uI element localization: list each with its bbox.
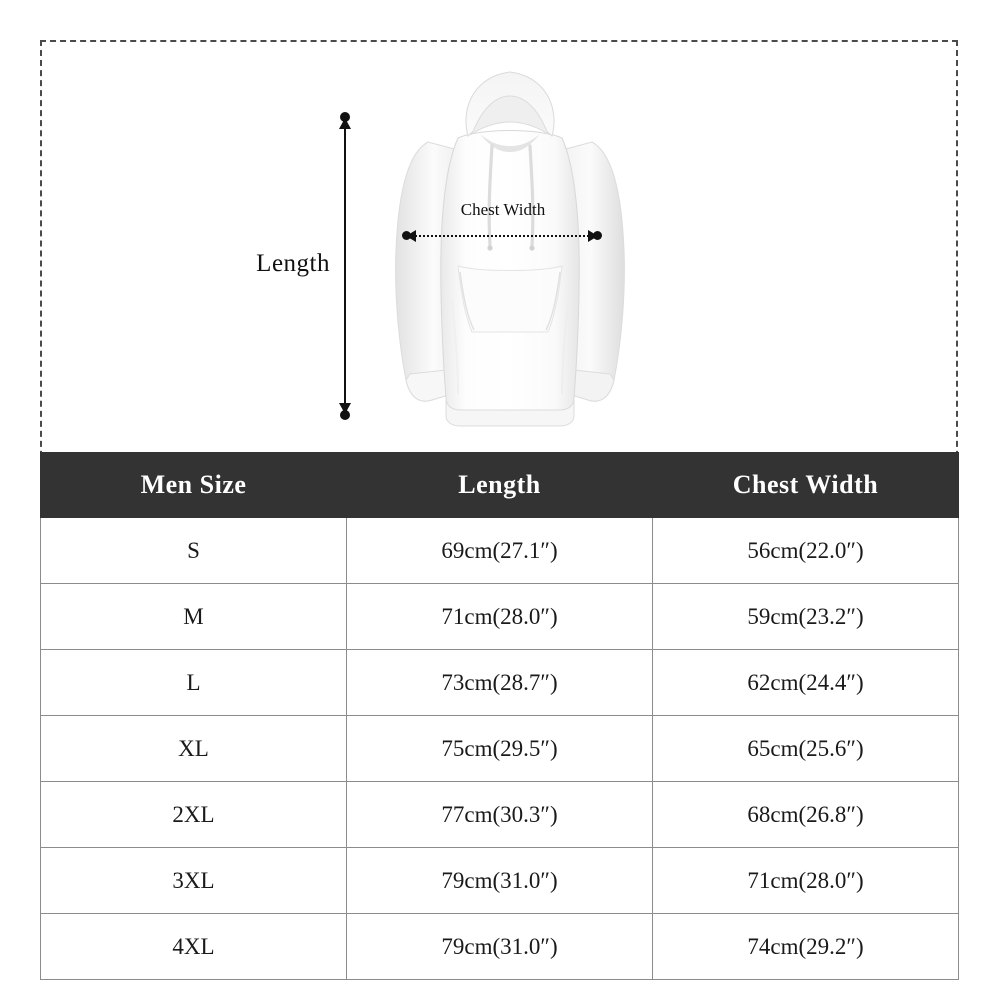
cell-length: 77cm(30.3″) (347, 782, 653, 848)
hoodie-icon (340, 50, 680, 450)
chest-width-measure-label: Chest Width (460, 200, 546, 219)
cell-chest: 68cm(26.8″) (653, 782, 959, 848)
table-row (41, 848, 959, 914)
garment-illustration (40, 42, 958, 452)
table-header (41, 453, 959, 518)
column-header-length: Length (347, 453, 653, 518)
length-measure-arrow (338, 112, 352, 420)
cell-chest: 62cm(24.4″) (653, 650, 959, 716)
cell-chest: 71cm(28.0″) (653, 848, 959, 914)
cell-chest: 59cm(23.2″) (653, 584, 959, 650)
cell-length: 73cm(28.7″) (347, 650, 653, 716)
cell-size: 4XL (41, 914, 347, 980)
table-row (41, 782, 959, 848)
table-body (41, 518, 959, 980)
column-header-chest-width: Chest Width (653, 453, 959, 518)
table-row (41, 914, 959, 980)
cell-size: 2XL (41, 782, 347, 848)
cell-length: 71cm(28.0″) (347, 584, 653, 650)
cell-size: M (41, 584, 347, 650)
length-measure-label: Length (256, 250, 330, 277)
cell-size: S (41, 518, 347, 584)
table-row (41, 518, 959, 584)
table-row (41, 584, 959, 650)
cell-length: 79cm(31.0″) (347, 848, 653, 914)
table-row (41, 650, 959, 716)
cell-size: XL (41, 716, 347, 782)
chest-width-measure-arrow (402, 230, 602, 242)
column-header-size: Men Size (41, 453, 347, 518)
size-chart-table (40, 452, 959, 980)
hoodie-image (340, 50, 680, 450)
cell-size: L (41, 650, 347, 716)
cell-chest: 65cm(25.6″) (653, 716, 959, 782)
cell-chest: 56cm(22.0″) (653, 518, 959, 584)
cell-length: 69cm(27.1″) (347, 518, 653, 584)
cell-length: 79cm(31.0″) (347, 914, 653, 980)
cell-length: 75cm(29.5″) (347, 716, 653, 782)
cell-size: 3XL (41, 848, 347, 914)
table-row (41, 716, 959, 782)
cell-chest: 74cm(29.2″) (653, 914, 959, 980)
table-header-row (41, 453, 959, 518)
